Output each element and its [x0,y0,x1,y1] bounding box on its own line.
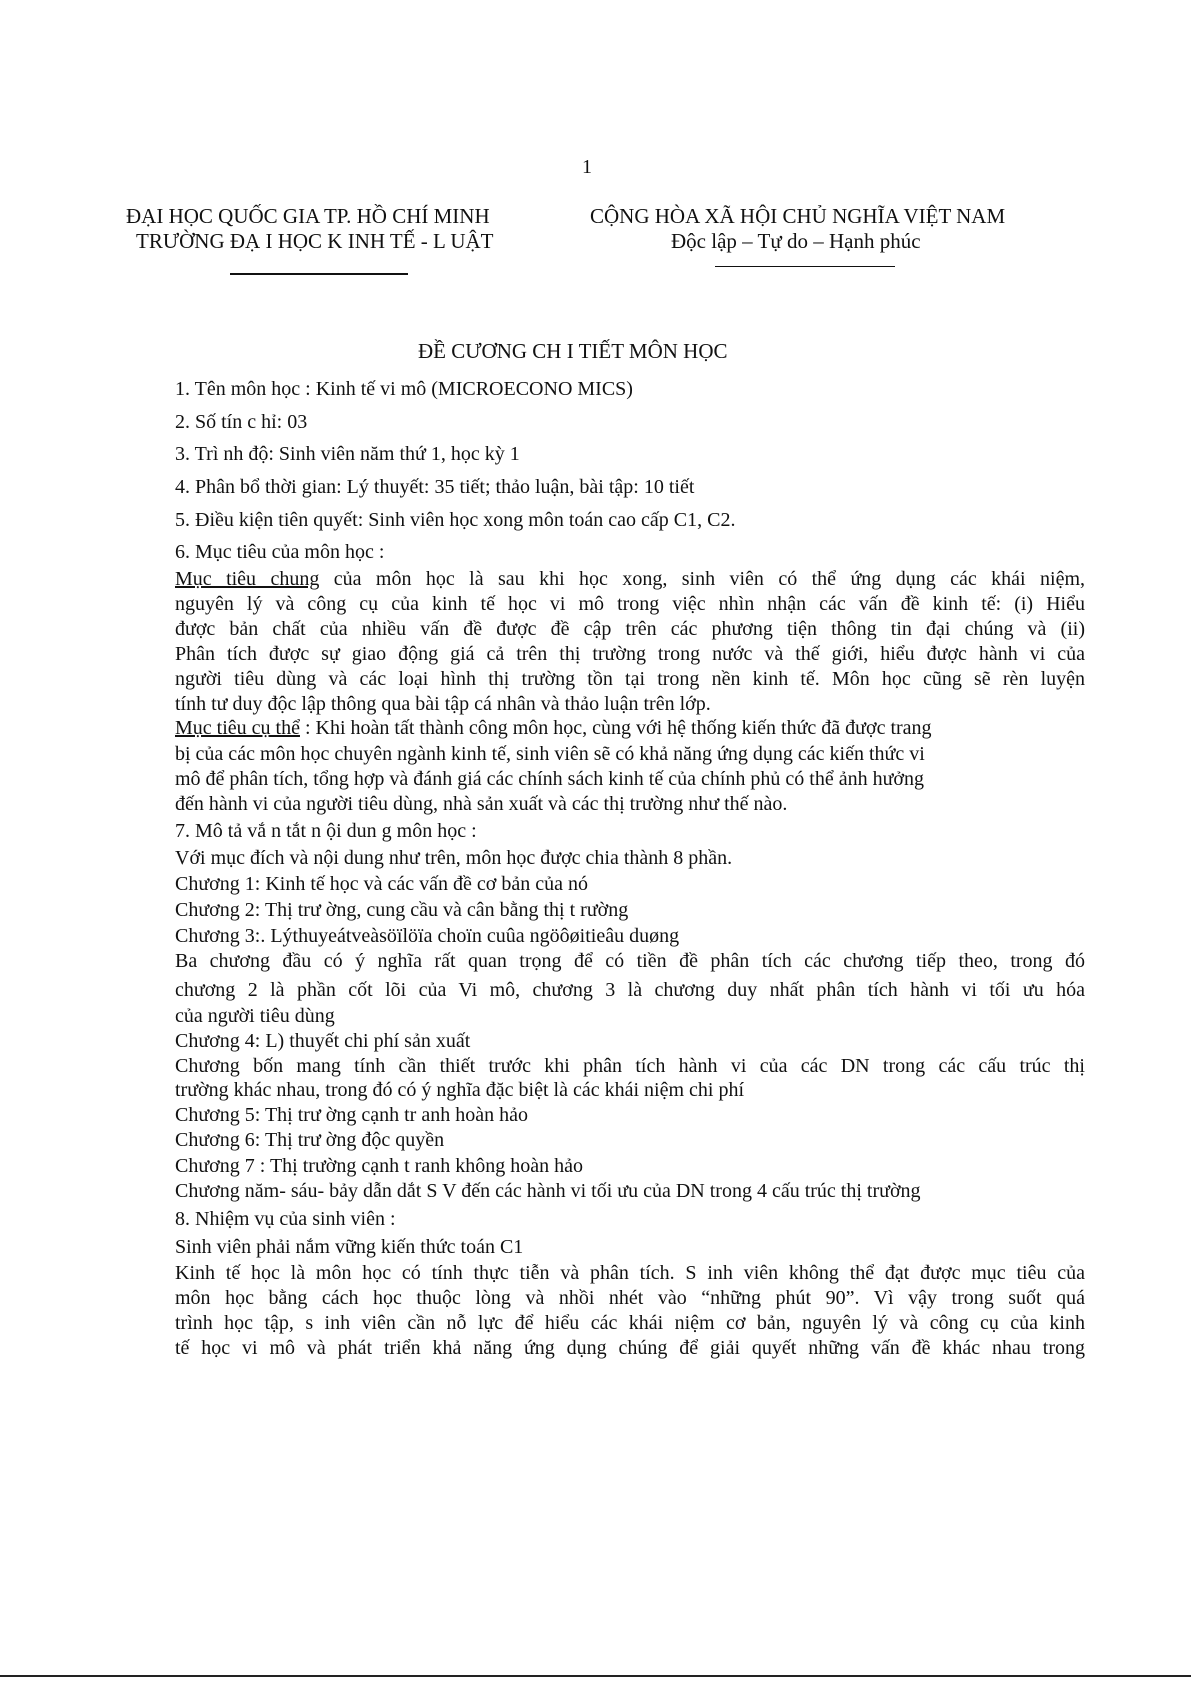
chapter-3: Chương 3:. Lýthuyeátveàsöïlöïa choïn cuûa ngöôøitieâu duøng [175,925,680,947]
university-name: ĐẠI HỌC QUỐC GIA TP. HỒ CHÍ MINH [126,204,490,228]
page-number: 1 [582,156,592,178]
general-objective-line: Mục tiêu chung của môn học là sau khi học xong, sinh viên có thể ứng dụng các khái niệm, [175,568,1086,590]
section8-line: Sinh viên phải nắm vững kiến thức toán C1 [175,1236,524,1258]
general-objective-line: tính tư duy độc lập thông qua bài tập cá nhân và thảo luận trên lớp. [175,693,711,715]
chapter-1: Chương 1: Kinh tế học và các vấn đề cơ bản của nó [175,873,588,895]
page-bottom-rule [0,1675,1191,1677]
general-objective-line: được bản chất của nhiều vấn đề được đề cập trên các phương tiện thông tin đại chúng và (ii) [175,618,1085,640]
general-objective-label: Mục tiêu chung [175,568,320,590]
country-name: CỘNG HÒA XÃ HỘI CHỦ NGHĨA VIỆT NAM [590,204,1006,228]
item-time-allocation: 4. Phân bổ thời gian: Lý thuyết: 35 tiết; thảo luận, bài tập: 10 tiết [175,476,695,498]
item-credits: 2. Số tín c hỉ: 03 [175,411,308,433]
header-left-rule [230,273,408,275]
section8-paragraph-line: Kinh tế học là môn học có tính thực tiễn và phân tích. S inh viên không thể đạt được mục tiêu của [175,1262,1085,1284]
general-objective-line: Phân tích được sự giao động giá cả trên thị trường trong nước và thế giới, hiểu được hành vi của [175,643,1085,665]
section8-paragraph-line: môn học bằng cách học thuộc lòng và nhồi nhét vào “những phút 90”. Vì vậy trong suốt quá [175,1287,1085,1309]
specific-objective-line: đến hành vi của người tiêu dùng, nhà sản xuất và các thị trường như thế nào. [175,793,788,815]
specific-objective-label: Mục tiêu cụ thể [175,717,300,739]
national-motto: Độc lập – Tự do – Hạnh phúc [671,229,921,253]
chapter-5: Chương 5: Thị trư ờng cạnh tr anh hoàn hảo [175,1104,528,1126]
chapter-7: Chương 7 : Thị trường cạnh t ranh không hoàn hảo [175,1155,583,1177]
specific-objective-line: mô để phân tích, tổng hợp và đánh giá các chính sách kinh tế của chính phủ có thể ảnh hưởng [175,768,925,790]
section7-intro: Với mục đích và nội dung như trên, môn học được chia thành 8 phần. [175,847,733,869]
chapter-4: Chương 4: L) thuyết chi phí sản xuất [175,1030,471,1052]
item-level: 3. Trì nh độ: Sinh viên năm thứ 1, học kỳ 1 [175,443,520,465]
chapters-1-3-note: của người tiêu dùng [175,1005,335,1027]
section8-heading: 8. Nhiệm vụ của sinh viên : [175,1208,396,1230]
general-objective-line: nguyên lý và công cụ của kinh tế học vi mô trong việc nhìn nhận các vấn đề kinh tế: (i) Hiểu [175,593,1085,615]
general-objective-line: người tiêu dùng và các loại hình thị trường tồn tại trong nền kinh tế. Môn học cũng sẽ rèn luyện [175,668,1085,690]
chapter-2: Chương 2: Thị trư ờng, cung cầu và cân bằng thị t rường [175,899,629,921]
section7-heading: 7. Mô tả vắ n tắt n ội dun g môn học : [175,820,477,842]
item-course-name: 1. Tên môn học : Kinh tế vi mô (MICROECONO MICS) [175,378,633,400]
specific-objective-line: bị của các môn học chuyên ngành kinh tế, sinh viên sẽ có khả năng ứng dụng các kiến thức vi [175,743,925,765]
chapter-4-note: Chương bốn mang tính cần thiết trước khi phân tích hành vi của các DN trong các cấu trúc thị [175,1055,1085,1077]
item-prerequisite: 5. Điều kiện tiên quyết: Sinh viên học xong môn toán cao cấp C1, C2. [175,509,736,531]
specific-objective-line: Mục tiêu cụ thể : Khi hoàn tất thành công môn học, cùng với hệ thống kiến thức đã được trang [175,717,932,739]
chapter-4-note: trường khác nhau, trong đó có ý nghĩa đặc biệt là các khái niệm chi phí [175,1079,745,1101]
section8-paragraph-line: tế học vi mô và phát triển khả năng ứng dụng chúng để giải quyết những vấn đề khác nhau trong [175,1337,1085,1359]
chapters-1-3-note: Ba chương đầu có ý nghĩa rất quan trọng để có tiền đề phân tích các chương tiếp theo, trong đó [175,950,1085,972]
chapters-1-3-note: chương 2 là phần cốt lõi của Vi mô, chương 3 là chương duy nhất phân tích hành vi tối ưu hóa [175,979,1085,1001]
school-name: TRƯỜNG ĐẠ I HỌC K INH TẾ - L UẬT [136,229,494,253]
section8-paragraph-line: trình học tập, s inh viên cần nỗ lực để hiểu các khái niệm cơ bản, nguyên lý và công cụ của kinh [175,1312,1085,1334]
item-objectives-heading: 6. Mục tiêu của môn học : [175,541,385,563]
header-right-rule [715,266,895,267]
chapters-5-7-note: Chương năm- sáu- bảy dẫn dắt S V đến các hành vi tối ưu của DN trong 4 cấu trúc thị trường [175,1180,921,1202]
chapter-6: Chương 6: Thị trư ờng độc quyền [175,1129,445,1151]
document-title: ĐỀ CƯƠNG CH I TIẾT MÔN HỌC [418,339,728,363]
